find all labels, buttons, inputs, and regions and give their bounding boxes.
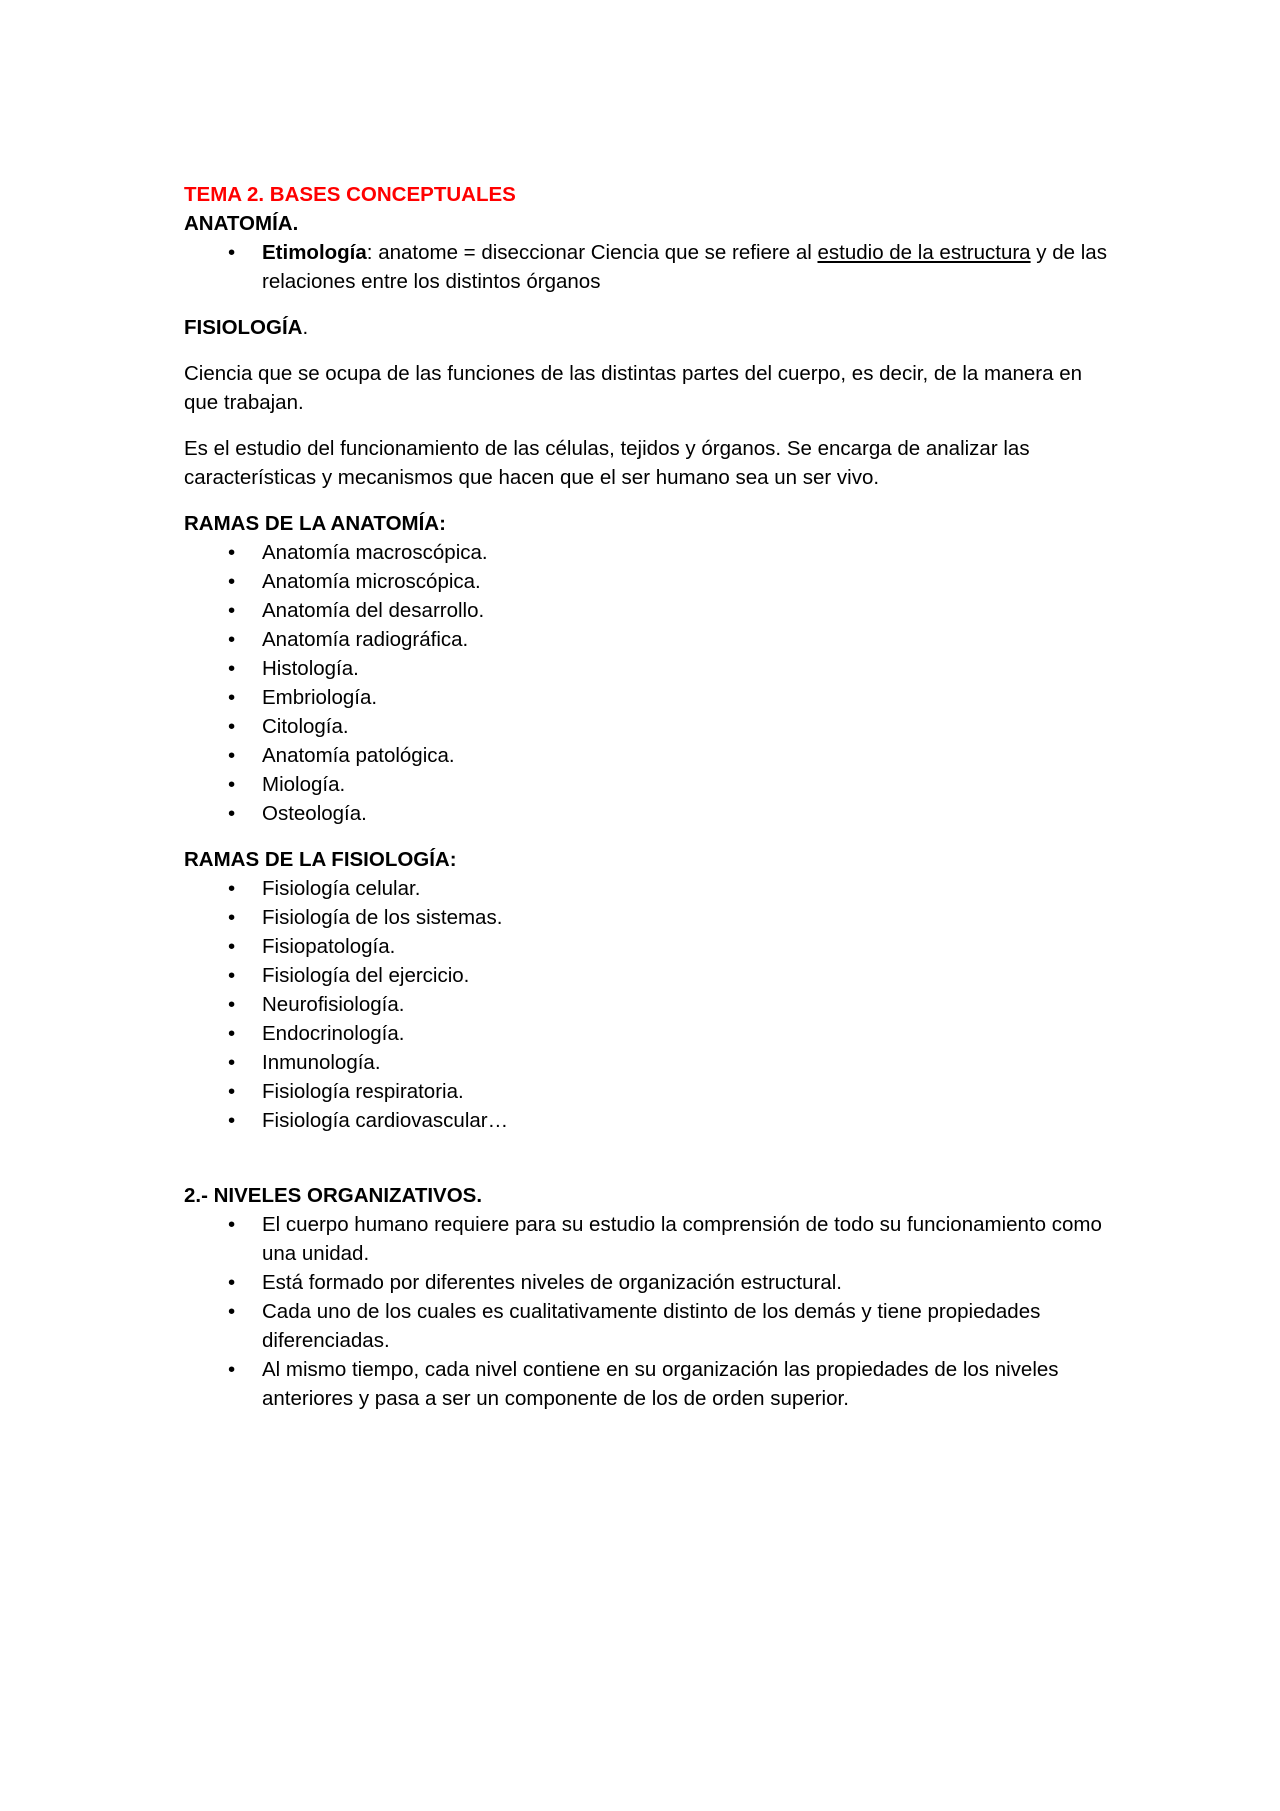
list-item: • Embriología.	[184, 683, 1114, 712]
list-item: • Anatomía macroscópica.	[184, 538, 1114, 567]
etymology-text-before: anatome = diseccionar Ciencia que se refiere al	[372, 241, 818, 264]
anatomy-branches-heading: RAMAS DE LA ANATOMÍA:	[184, 512, 446, 535]
list-item: • Miología.	[184, 770, 1114, 799]
physiology-branches-heading: RAMAS DE LA FISIOLOGÍA:	[184, 848, 457, 871]
physiology-heading-period: .	[302, 316, 309, 339]
physiology-paragraph-2: Es el estudio del funcionamiento de las células, tejidos y órganos. Se encarga de analizar las características y mecanismos que hacen que el ser humano sea un ser vivo.	[184, 437, 1030, 489]
etymology-underlined: estudio de la estructura	[817, 241, 1031, 264]
anatomy-heading: ANATOMÍA.	[184, 212, 299, 235]
etymology-text-after: y de las relaciones entre los distintos órganos	[262, 241, 1107, 293]
list-item: • Anatomía radiográfica.	[184, 625, 1114, 654]
physiology-paragraph-1: Ciencia que se ocupa de las funciones de las distintas partes del cuerpo, es decir, de la manera en que trabajan.	[184, 362, 1082, 414]
etymology-list	[184, 238, 1114, 296]
list-item: • Neurofisiología.	[184, 990, 1114, 1019]
list-item: • Fisiología del ejercicio.	[184, 961, 1114, 990]
list-item: • Anatomía del desarrollo.	[184, 596, 1114, 625]
levels-list	[184, 1210, 1114, 1413]
etymology-item	[184, 238, 1114, 296]
levels-heading: 2.- NIVELES ORGANIZATIVOS.	[184, 1184, 483, 1207]
list-item: • Fisiopatología.	[184, 932, 1114, 961]
list-item: • Está formado por diferentes niveles de organización estructural.	[184, 1268, 1114, 1297]
list-item: • El cuerpo humano requiere para su estudio la comprensión de todo su funcionamiento como una unidad.	[184, 1210, 1114, 1268]
document-title: TEMA 2. BASES CONCEPTUALES	[184, 183, 516, 206]
etymology-label: Etimología	[262, 241, 367, 264]
list-item: • Cada uno de los cuales es cualitativamente distinto de los demás y tiene propiedades diferenciadas.	[184, 1297, 1114, 1355]
list-item: • Al mismo tiempo, cada nivel contiene en su organización las propiedades de los niveles anteriores y pasa a ser un componente de los de orden superior.	[184, 1355, 1114, 1413]
document-body	[184, 180, 1114, 1413]
list-item: • Citología.	[184, 712, 1114, 741]
list-item: • Fisiología cardiovascular…	[184, 1106, 1114, 1135]
list-item: • Anatomía microscópica.	[184, 567, 1114, 596]
list-item: • Endocrinología.	[184, 1019, 1114, 1048]
anatomy-branches-list	[184, 538, 1114, 828]
list-item: • Fisiología respiratoria.	[184, 1077, 1114, 1106]
list-item: • Histología.	[184, 654, 1114, 683]
list-item: • Inmunología.	[184, 1048, 1114, 1077]
physiology-heading-line	[184, 313, 1114, 342]
physiology-branches-list	[184, 874, 1114, 1135]
list-item: • Anatomía patológica.	[184, 741, 1114, 770]
etymology-colon: :	[366, 241, 373, 264]
list-item: • Osteología.	[184, 799, 1114, 828]
list-item: • Fisiología de los sistemas.	[184, 903, 1114, 932]
physiology-heading: FISIOLOGÍA	[184, 316, 303, 339]
list-item: • Fisiología celular.	[184, 874, 1114, 903]
